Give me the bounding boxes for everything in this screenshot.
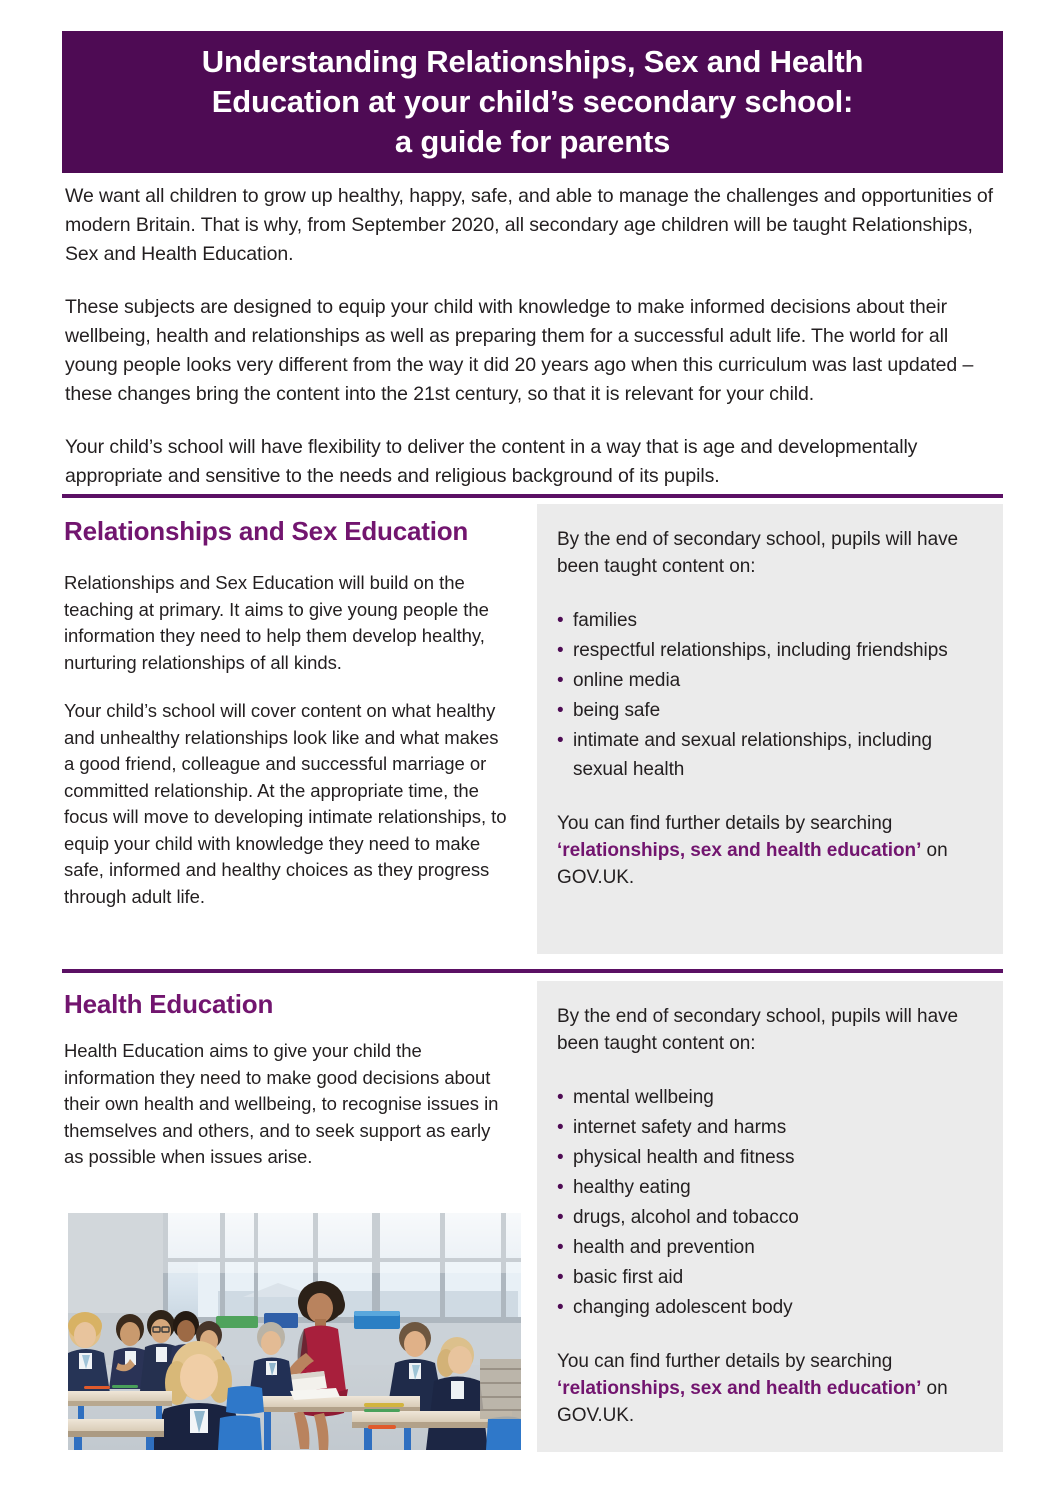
rse-box-lead: By the end of secondary school, pupils will have been taught content on: — [557, 529, 959, 577]
rse-paragraph-1: Relationships and Sex Education will build on the teaching at primary. It aims to give young people the information they need to help them develop healthy, nurturing relationships of all kinds. — [64, 572, 489, 673]
list-item: • drugs, alcohol and tobacco — [557, 1203, 981, 1232]
document-header-banner — [62, 31, 1003, 173]
section-divider-rule-2 — [62, 969, 1003, 973]
list-item: • online media — [557, 666, 981, 695]
he-footnote-highlight: ‘relationships, sex and health education’ — [557, 1378, 922, 1399]
rse-footnote-highlight: ‘relationships, sex and health education’ — [557, 840, 922, 861]
header-title-line-2: Education at your child’s secondary school: — [211, 84, 854, 119]
list-item: • physical health and fitness — [557, 1143, 981, 1172]
rse-box-bullet-list — [557, 606, 981, 784]
he-footnote-prefix: You can find further details by searching — [557, 1351, 893, 1372]
list-item: • intimate and sexual relationships, including sexual health — [557, 726, 981, 784]
intro-paragraph-2: These subjects are designed to equip your child with knowledge to make informed decisions about their wellbeing, health and relationships as well as preparing them for a successful adult life. The world for all young people looks very different from the way it did 20 years ago when this curriculum was last updated – these changes bring the content into the 21st century, so that it is relevant for your child. — [65, 296, 974, 405]
intro-block — [65, 182, 1005, 491]
he-box-footnote — [557, 1348, 981, 1429]
classroom-photo — [68, 1213, 521, 1450]
section-heading-health-education: Health Education — [64, 989, 274, 1019]
intro-paragraph-3: Your child’s school will have flexibility to deliver the content in a way that is age and developmentally appropriate and sensitive to the needs and religious background of its pupils. — [65, 436, 918, 487]
list-item: • changing adolescent body — [557, 1293, 981, 1322]
rse-box-footnote — [557, 810, 981, 891]
section-body-health-education — [64, 1038, 507, 1171]
list-item: • mental wellbeing — [557, 1083, 981, 1112]
list-item: • basic first aid — [557, 1263, 981, 1292]
list-item: • respectful relationships, including friendships — [557, 636, 981, 665]
section-divider-rule-1 — [62, 494, 1003, 498]
intro-paragraph-1: We want all children to grow up healthy, happy, safe, and able to manage the challenges and opportunities of modern Britain. That is why, from September 2020, all secondary age children will be taught Relationships, Sex and Health Education. — [65, 185, 993, 265]
list-item: • healthy eating — [557, 1173, 981, 1202]
list-item: • being safe — [557, 696, 981, 725]
list-item: • health and prevention — [557, 1233, 981, 1262]
list-item: • families — [557, 606, 981, 635]
rse-footnote-prefix: You can find further details by searching — [557, 813, 893, 834]
header-title-line-3: a guide for parents — [394, 124, 671, 159]
he-footnote-suffix: on GOV.UK. — [557, 1378, 948, 1426]
rse-footnote-suffix: on GOV.UK. — [557, 840, 948, 888]
rse-paragraph-2: Your child’s school will cover content on what healthy and unhealthy relationships look like and what makes a good friend, colleague and successful marriage or committed relationship. At the appropriate time, the focus will move to developing intimate relationships, to equip your child with knowledge they need to make safe, informed and healthy choices as they progress through adult life. — [64, 700, 507, 907]
he-box-lead: By the end of secondary school, pupils will have been taught content on: — [557, 1006, 959, 1054]
classroom-photo-illustration — [68, 1213, 521, 1450]
header-title-line-1: Understanding Relationships, Sex and Health — [201, 44, 864, 79]
info-box-relationships-and-sex-education — [537, 504, 1003, 954]
section-body-relationships-and-sex-education — [64, 570, 507, 910]
info-box-health-education — [537, 981, 1003, 1452]
section-heading-relationships-and-sex-education: Relationships and Sex Education — [64, 516, 469, 546]
list-item: • internet safety and harms — [557, 1113, 981, 1142]
he-box-bullet-list — [557, 1083, 981, 1322]
he-paragraph-1: Health Education aims to give your child the information they need to make good decisions about their own health and wellbeing, to recognise issues in themselves and others, and to seek support as early as possible when issues arise. — [64, 1040, 499, 1167]
